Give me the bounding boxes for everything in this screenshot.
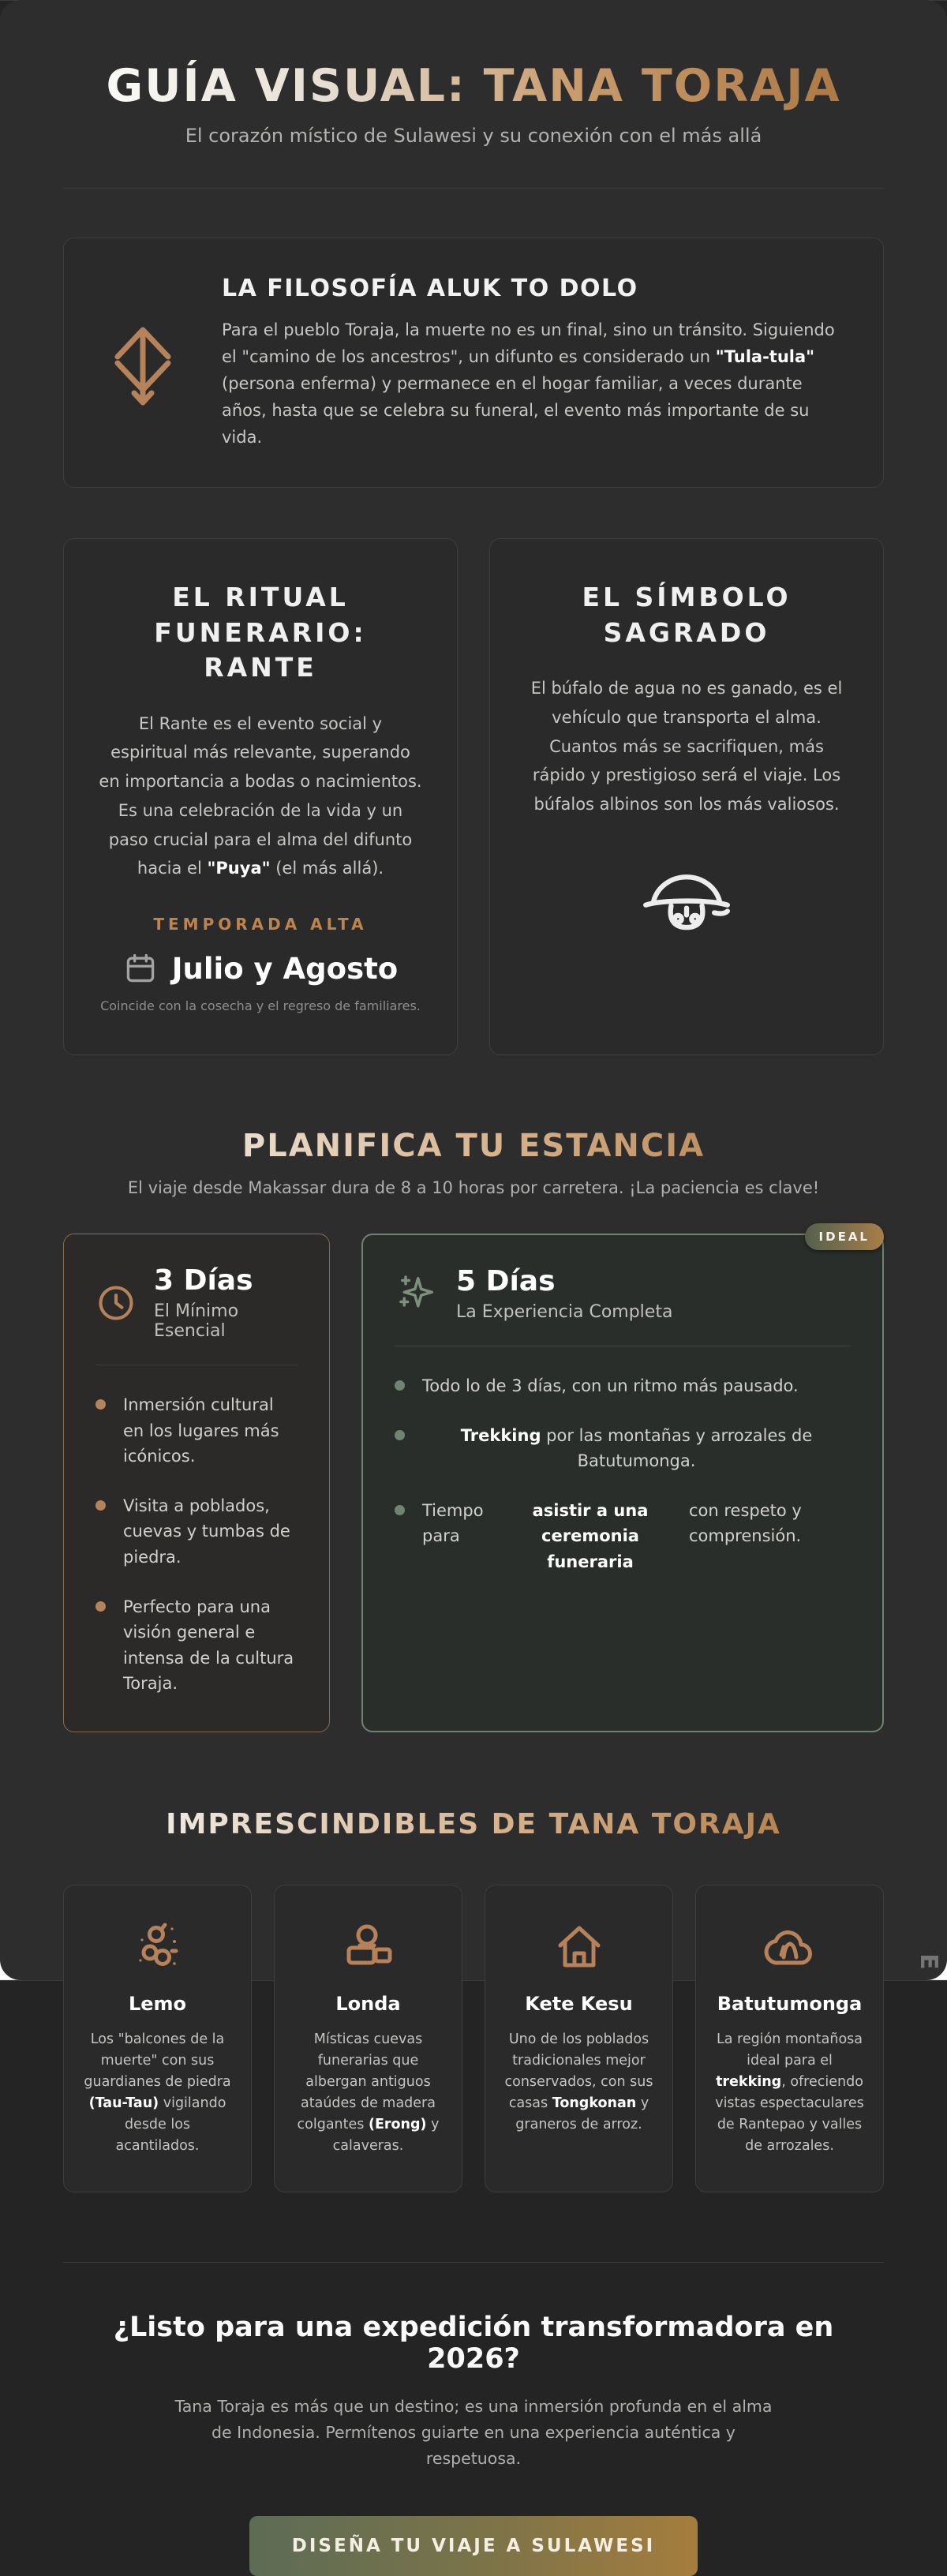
list-item: Visita a poblados, cuevas y tumbas de piedra. [95,1493,298,1571]
ritual-text-before: El Rante es el evento social y espiritual más relevante, superando en importancia a bodas o nacimientos. Es una celebración de la vida y un paso crucial para el alma del difunto hacia el [99,713,422,878]
highlight-card-londa [274,1885,462,2193]
footer-title: ¿Listo para una expedición transformadora en 2026? [113,2312,834,2376]
highlights-title: IMPRESCINDIBLES DE TANA TORAJA [63,1808,884,1840]
plan-section [63,1128,884,1732]
season-row [99,951,422,986]
highlight-title: Londa [335,1992,401,2015]
plan-card-5-days [361,1230,884,1732]
symbol-card [489,538,884,1055]
list-item [395,1498,851,1575]
footer-text: Tana Toraja es más que un destino; es una inmersión profunda en el alma de Indonesia. Permítenos guiarte en una experiencia auténtica y respetuosa. [174,2397,773,2469]
plan-cards-row [63,1230,884,1732]
ritual-card [63,538,458,1055]
highlight-card-batutumonga [695,1885,884,2193]
hanging-coffin-icon [292,1920,444,1972]
list-item: Perfecto para una visión general e intensa de la cultura Toraja. [95,1594,298,1697]
plan-3-bullets [95,1392,298,1696]
bullet-dot [395,1430,405,1440]
ritual-text-after: (el más allá). [270,859,384,878]
ideal-badge: IDEAL [805,1223,884,1250]
highlight-card-kete-kesu [485,1885,673,2193]
ritual-symbol-row [63,538,884,1055]
watermark-logo: E [914,1953,942,1970]
highlights-section [63,1808,884,2193]
highlight-text: Los "balcones de la muerte" con sus guardianes de piedra (Tau-Tau) vigilando desde los acantilados. [84,2031,231,2155]
season-label: TEMPORADA ALTA [153,915,368,934]
highlight-text: Místicas cuevas funerarias que albergan antiguos ataúdes de madera colgantes (Erong) y calaveras. [297,2031,440,2155]
clock-icon [95,1282,137,1324]
page-subtitle: El corazón místico de Sulawesi y su conexión con el más allá [185,125,762,147]
philosophy-text-before: Para el pueblo Toraja, la muerte no es un final, sino un tránsito. Siguiendo el "camino de los ancestros", un difunto es considerado un [222,320,835,367]
bullet-dot [395,1505,405,1515]
bullet-dot [95,1601,106,1612]
philosophy-content [222,275,842,451]
cloud-mountain-icon [713,1920,866,1972]
stone-guardians-icon [81,1920,234,1972]
highlight-text: La región montañosa ideal para el trekking, ofreciendo vistas espectaculares de Rantepao y valles de arrozales. [715,2031,864,2155]
season-value: Julio y Agosto [171,951,399,986]
plan-3-tagline: El Mínimo Esencial [154,1301,239,1342]
buffalo-icon [525,862,848,930]
symbol-title: EL SÍMBOLO SAGRADO [582,582,792,648]
plan-section-subtitle: El viaje desde Makassar dura de 8 a 10 horas por carretera. ¡La paciencia es clave! [127,1178,820,1198]
highlights-row [63,1885,884,2193]
page-header [63,60,884,147]
highlight-card-lemo [63,1885,252,2193]
design-trip-button[interactable]: DISEÑA TU VIAJE A SULAWESI [249,2516,698,2576]
bullet-dot [95,1399,106,1410]
philosophy-text [222,316,842,451]
philosophy-text-bold: "Tula-tula" [715,347,815,367]
philosophy-title: LA FILOSOFÍA ALUK TO DOLO [222,275,638,302]
list-item: Trekking por las montañas y arrozales de Batutumonga. [395,1423,851,1474]
ritual-text [99,710,422,884]
highlight-title: Batutumonga [717,1992,863,2015]
sparkles-icon [395,1271,439,1316]
footer-cta-section [63,2262,884,2575]
header-divider [63,188,884,189]
plan-card-3-days [63,1234,330,1732]
plan-5-bullets [395,1373,851,1574]
bullet-dot [395,1380,405,1391]
ritual-title: EL RITUAL FUNERARIO: RANTE [154,582,367,683]
up-down-transit-icon [99,317,187,409]
list-item: Todo lo de 3 días, con un ritmo más pausado. [395,1373,851,1399]
highlight-text: Uno de los poblados tradicionales mejor conservados, con sus casas Tongkonan y graneros de arroz. [504,2031,653,2133]
bullet-dot [95,1500,106,1511]
cta-wrap [63,2516,884,2576]
philosophy-card [63,238,884,488]
plan-5-header [395,1265,851,1322]
highlight-title: Lemo [128,1992,187,2015]
plan-section-title: PLANIFICA TU ESTANCIA [63,1128,884,1164]
house-icon [503,1920,655,1972]
plan-5-duration: 5 Días [456,1265,556,1298]
list-item: Inmersión cultural en los lugares más icónicos. [95,1392,298,1470]
philosophy-text-after: (persona enferma) y permanece en el hogar familiar, a veces durante años, hasta que se celebra su funeral, el evento más importante de su vida. [222,374,810,447]
season-note: Coincide con la cosecha y el regreso de familiares. [100,998,421,1014]
page-title-prefix: GUÍA VISUAL: [106,60,484,112]
symbol-text: El búfalo de agua no es ganado, es el vehículo que transporta el alma. Cuantos más se sacrifiquen, más rápido y prestigioso será el viaje. Los búfalos albinos son los más valiosos. [530,679,843,814]
calendar-icon [123,951,158,986]
plan-3-header [95,1264,298,1341]
highlight-title: Kete Kesu [525,1992,633,2015]
split-bullet: Tiempo para asistir a una ceremonia funeraria con respeto y comprensión. [422,1500,802,1571]
plan-3-duration: 3 Días [154,1264,253,1297]
page-title-accent: TANA TORAJA [483,60,841,112]
page-title [63,60,884,112]
ritual-text-bold: "Puya" [207,859,271,878]
plan-5-tagline: La Experiencia Completa [456,1302,673,1323]
footer-divider [63,2262,884,2263]
